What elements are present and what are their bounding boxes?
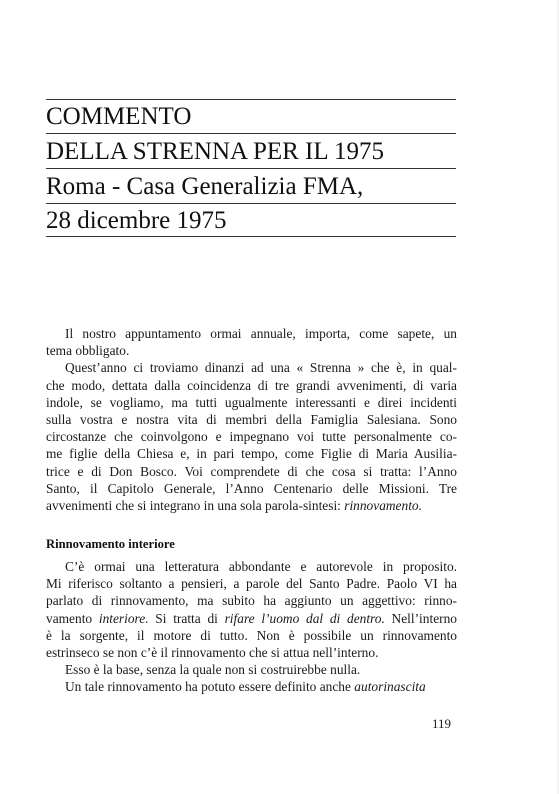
title-line-4: 28 dicembre 1975 bbox=[46, 207, 227, 234]
text-line: Quest’anno ci troviamo dinanzi ad una « Strenna » che è, in qual- bbox=[65, 360, 457, 376]
title-line-2: DELLA STRENNA PER IL 1975 bbox=[46, 138, 384, 165]
paragraph bbox=[46, 325, 457, 359]
title-rule bbox=[46, 168, 456, 169]
text-line: Un tale rinnovamento ha potuto essere definito anche autorinascita bbox=[65, 679, 426, 695]
paragraph bbox=[46, 359, 457, 514]
title-line-1: COMMENTO bbox=[46, 103, 192, 130]
text-line: parlato di rinnovamento, ma subito ha aggiunto un aggettivo: rinno- bbox=[46, 593, 457, 609]
title-rule bbox=[46, 236, 456, 237]
text-line: Il nostro appuntamento ormai annuale, importa, come sapete, un bbox=[65, 326, 457, 341]
text-line: Esso è la base, senza la quale non si costruirebbe nulla. bbox=[65, 662, 361, 678]
text-line: circostanze che coinvolgono e impegnano voi tutte personalmente co- bbox=[46, 429, 457, 445]
text-line: trice e di Don Bosco. Voi comprendete di che cosa si tratta: l’Anno bbox=[46, 463, 457, 479]
text-line: Mi riferisco soltanto a pensieri, a parole del Santo Padre. Paolo VI ha bbox=[46, 576, 457, 592]
section-paragraph bbox=[46, 558, 457, 661]
section-paragraph bbox=[46, 678, 457, 695]
title-line-3: Roma - Casa Generalizia FMA, bbox=[46, 173, 364, 200]
text-line: me figlie della Chiesa e, in pari tempo, come Figlie di Maria Ausilia- bbox=[46, 446, 457, 462]
text-line: estrinseco se non c’è il rinnovamento che si attua nell’interno. bbox=[46, 644, 379, 660]
page-number: 119 bbox=[432, 716, 452, 731]
text-line: è la sorgente, il motore di tutto. Non è possibile un rinnovamento bbox=[46, 627, 457, 643]
text-line: tema obbligato. bbox=[46, 343, 130, 359]
text-line: avvenimenti che si integrano in una sola parola-sintesi: rinnovamento. bbox=[46, 497, 422, 513]
text-line: C’è ormai una letteratura abbondante e autorevole in proposito. bbox=[65, 559, 457, 574]
text-line: che modo, dettata dalla coincidenza di tre grandi avvenimenti, di varia bbox=[46, 377, 457, 393]
text-line: vamento interiore. Si tratta di rifare l’uomo dal di dentro. Nell’interno bbox=[46, 610, 457, 626]
title-rule bbox=[46, 99, 456, 100]
section-heading: Rinnovamento interiore bbox=[46, 537, 175, 551]
title-rule bbox=[46, 133, 456, 134]
text-line: Santo, il Capitolo Generale, l’Anno Centenario delle Missioni. Tre bbox=[46, 480, 457, 496]
text-line: sulla vostra e nostra vita di membri della Famiglia Salesiana. Sono bbox=[46, 411, 457, 427]
text-line: indole, se vogliamo, ma tutti ugualmente interessanti e direi incidenti bbox=[46, 394, 457, 410]
title-rule bbox=[46, 203, 456, 204]
section-paragraph bbox=[46, 661, 457, 678]
